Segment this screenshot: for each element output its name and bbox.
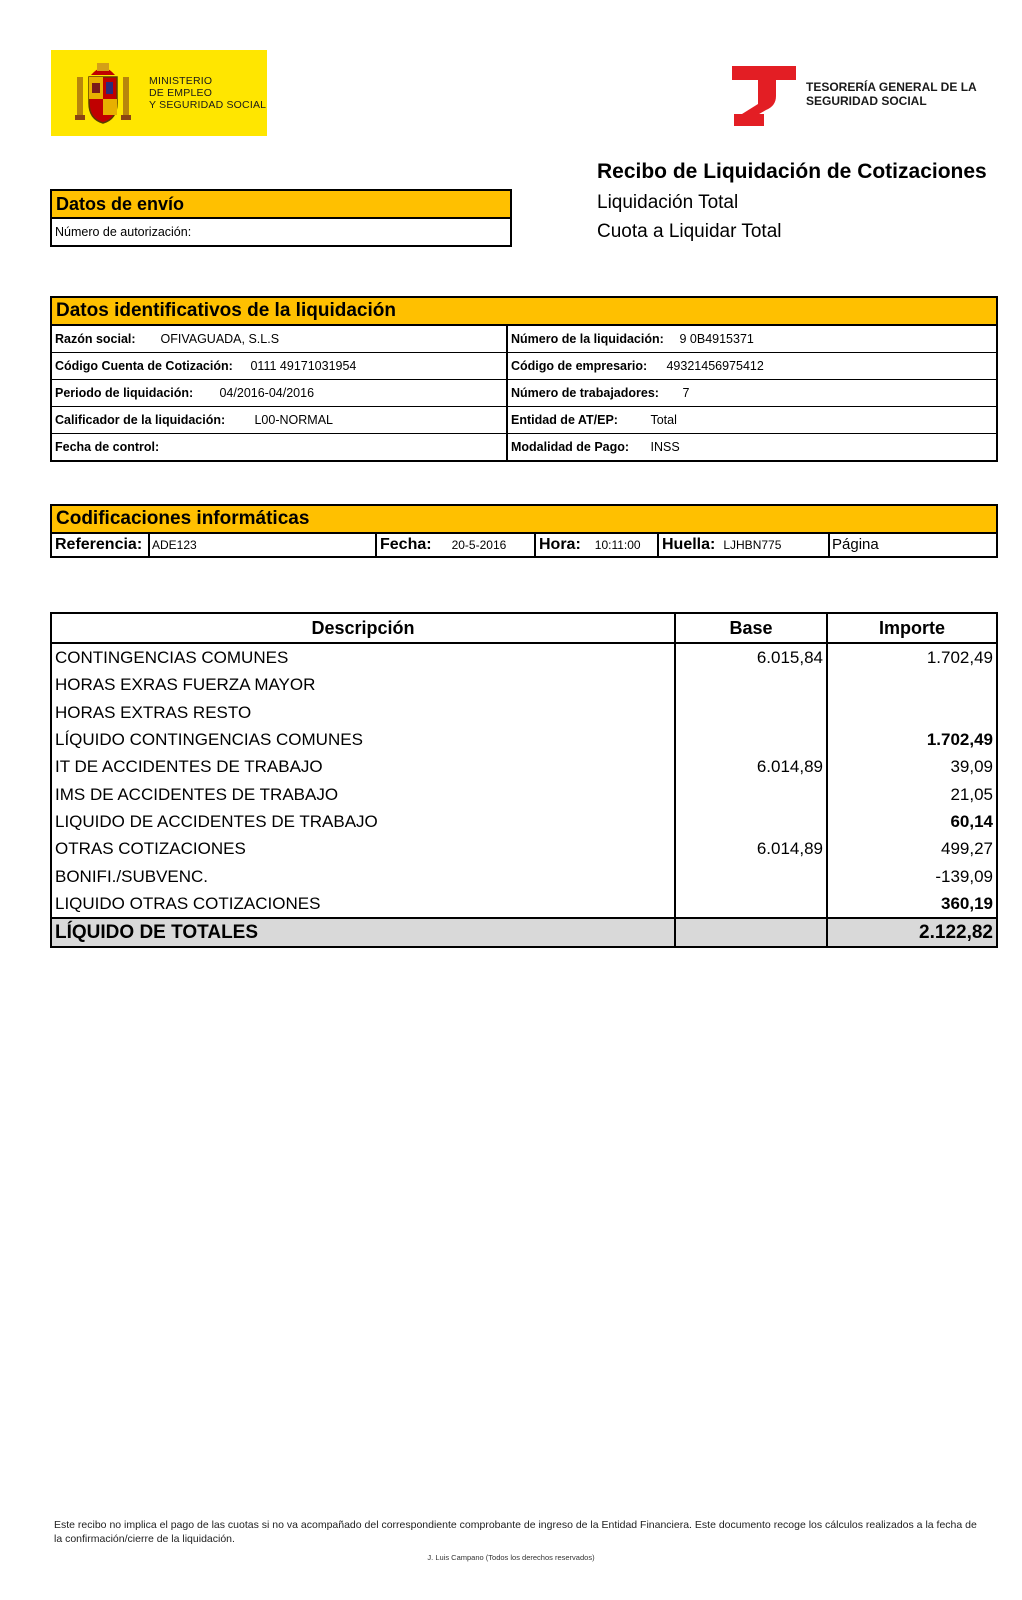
periodo-liquidacion-label: Periodo de liquidación: — [55, 386, 194, 400]
codigo-cuenta-cell — [52, 352, 508, 379]
numero-trabajadores-label: Número de trabajadores: — [511, 386, 659, 400]
descripcion-header: Descripción — [51, 613, 675, 643]
codigo-empresario-value: 49321456975412 — [666, 359, 764, 373]
table-header-row — [51, 613, 997, 643]
liquidacion-table — [50, 612, 998, 948]
table-row — [51, 671, 997, 698]
modalidad-pago-cell — [508, 433, 996, 460]
base-cell — [675, 671, 827, 698]
importe-cell: 60,14 — [827, 808, 997, 835]
calificador-label: Calificador de la liquidación: — [55, 413, 226, 427]
table-row — [51, 699, 997, 726]
fecha-control-label: Fecha de control: — [55, 440, 160, 454]
codigo-empresario-cell — [508, 352, 996, 379]
pagina-label: Página — [832, 536, 879, 553]
base-cell: 6.014,89 — [675, 835, 827, 862]
pagina-cell — [830, 534, 996, 556]
codificaciones-heading: Codificaciones informáticas — [52, 506, 996, 534]
numero-trabajadores-value: 7 — [682, 386, 690, 400]
calificador-cell — [52, 406, 508, 433]
table-row — [51, 780, 997, 807]
referencia-value: ADE123 — [152, 538, 197, 552]
descripcion-cell: BONIFI./SUBVENC. — [51, 862, 675, 889]
importe-cell — [827, 699, 997, 726]
numero-autorizacion-label: Número de autorización: — [55, 225, 192, 239]
base-cell — [675, 808, 827, 835]
numero-liquidacion-value: 9 0B4915371 — [679, 332, 754, 346]
periodo-liquidacion-cell — [52, 379, 508, 406]
periodo-liquidacion-value: 04/2016-04/2016 — [219, 386, 315, 400]
base-cell — [675, 862, 827, 889]
huella-cell — [659, 534, 830, 556]
datos-identificativos-heading: Datos identificativos de la liquidación — [52, 298, 996, 326]
fecha-control-cell — [52, 433, 508, 460]
importe-header: Importe — [827, 613, 997, 643]
hora-cell — [536, 534, 659, 556]
total-importe: 2.122,82 — [827, 918, 997, 947]
base-header: Base — [675, 613, 827, 643]
fecha-cell — [377, 534, 536, 556]
importe-cell: 360,19 — [827, 890, 997, 918]
hora-value: 10:11:00 — [594, 538, 641, 552]
codigo-cuenta-value: 0111 49171031954 — [250, 359, 357, 373]
numero-autorizacion-row — [52, 219, 510, 245]
importe-cell: 39,09 — [827, 753, 997, 780]
base-cell — [675, 890, 827, 918]
table-body — [51, 643, 997, 947]
numero-liquidacion-label: Número de la liquidación: — [511, 332, 664, 346]
document-subtitle-cuota: Cuota a Liquidar Total — [597, 221, 782, 242]
importe-cell: 1.702,49 — [827, 643, 997, 671]
entidad-at-ep-value: Total — [650, 413, 677, 427]
codigo-empresario-label: Código de empresario: — [511, 359, 648, 373]
importe-cell: 1.702,49 — [827, 726, 997, 753]
codificaciones-row — [52, 534, 996, 556]
numero-trabajadores-cell — [508, 379, 996, 406]
razon-social-cell — [52, 326, 508, 352]
codificaciones-box — [50, 504, 998, 558]
descripcion-cell: LIQUIDO DE ACCIDENTES DE TRABAJO — [51, 808, 675, 835]
modalidad-pago-label: Modalidad de Pago: — [511, 440, 630, 454]
descripcion-cell: HORAS EXTRAS RESTO — [51, 699, 675, 726]
razon-social-value: OFIVAGUADA, S.L.S — [160, 332, 280, 346]
importe-cell: -139,09 — [827, 862, 997, 889]
entidad-at-ep-cell — [508, 406, 996, 433]
descripcion-cell: OTRAS COTIZACIONES — [51, 835, 675, 862]
table-row — [51, 726, 997, 753]
importe-cell: 21,05 — [827, 780, 997, 807]
razon-social-label: Razón social: — [55, 332, 136, 346]
document-subtitle-liquidacion: Liquidación Total — [597, 192, 739, 213]
fecha-value: 20-5-2016 — [451, 538, 507, 552]
base-cell: 6.014,89 — [675, 753, 827, 780]
table-row — [51, 643, 997, 671]
descripcion-cell: LIQUIDO OTRAS COTIZACIONES — [51, 890, 675, 918]
datos-envio-box — [50, 189, 512, 247]
table-row — [51, 753, 997, 780]
table-row — [51, 890, 997, 918]
descripcion-cell: IMS DE ACCIDENTES DE TRABAJO — [51, 780, 675, 807]
total-base — [675, 918, 827, 947]
hora-label: Hora: — [539, 536, 581, 553]
descripcion-cell: LÍQUIDO CONTINGENCIAS COMUNES — [51, 726, 675, 753]
datos-identificativos-box — [50, 296, 998, 462]
table-row — [51, 808, 997, 835]
base-cell — [675, 726, 827, 753]
tgss-name: TESORERÍA GENERAL DE LA SEGURIDAD SOCIAL — [806, 80, 977, 108]
descripcion-cell: IT DE ACCIDENTES DE TRABAJO — [51, 753, 675, 780]
datos-identificativos-grid — [52, 326, 996, 460]
footer-credit: J. Luis Campano (Todos los derechos reservados) — [427, 1553, 595, 1562]
datos-envio-heading: Datos de envío — [52, 191, 510, 219]
importe-cell — [827, 671, 997, 698]
codigo-cuenta-label: Código Cuenta de Cotización: — [55, 359, 233, 373]
fecha-label: Fecha: — [380, 536, 432, 553]
table-row — [51, 862, 997, 889]
numero-liquidacion-cell — [508, 326, 996, 352]
referencia-value-cell — [150, 534, 377, 556]
tgss-logo-icon — [732, 66, 796, 128]
base-cell — [675, 780, 827, 807]
coat-of-arms-icon — [67, 57, 139, 129]
entidad-at-ep-label: Entidad de AT/EP: — [511, 413, 618, 427]
referencia-label: Referencia: — [55, 536, 143, 553]
ministerio-logo — [51, 50, 267, 136]
huella-value: LJHBN775 — [723, 538, 782, 552]
total-row — [51, 918, 997, 947]
descripcion-cell: HORAS EXRAS FUERZA MAYOR — [51, 671, 675, 698]
footer-note: Este recibo no implica el pago de las cuotas si no va acompañado del correspondiente comprobante de ingreso de la Entidad Financiera. Este documento recoge los cálculos realizados a la fecha de la confirmación/cierre de la liquidación. — [54, 1519, 977, 1545]
descripcion-cell: CONTINGENCIAS COMUNES — [51, 643, 675, 671]
calificador-value: L00-NORMAL — [254, 413, 333, 427]
referencia-label-cell — [52, 534, 150, 556]
huella-label: Huella: — [662, 536, 716, 553]
ministerio-name: MINISTERIO DE EMPLEO Y SEGURIDAD SOCIAL — [149, 75, 267, 111]
modalidad-pago-value: INSS — [650, 440, 680, 454]
document-title: Recibo de Liquidación de Cotizaciones — [597, 160, 987, 183]
total-descripcion: LÍQUIDO DE TOTALES — [51, 918, 675, 947]
base-cell — [675, 699, 827, 726]
table-row — [51, 835, 997, 862]
importe-cell: 499,27 — [827, 835, 997, 862]
base-cell: 6.015,84 — [675, 643, 827, 671]
